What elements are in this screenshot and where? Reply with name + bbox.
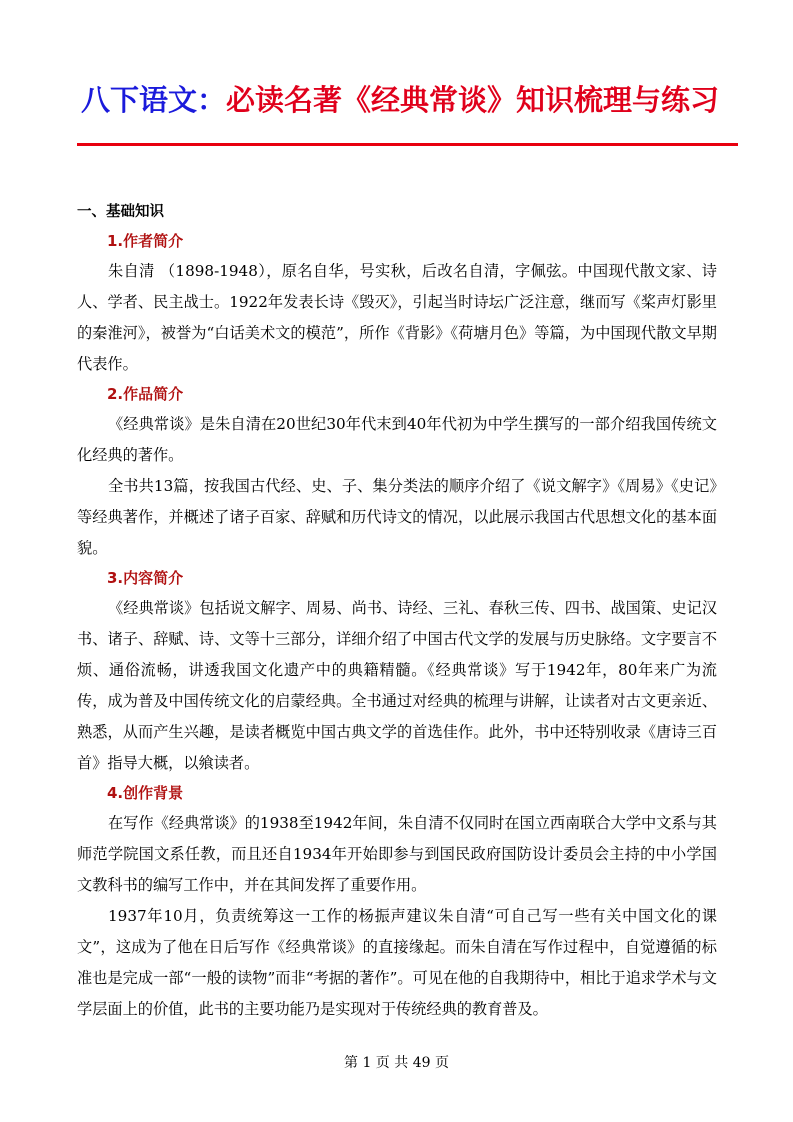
- subheading-content: 3.内容简介: [107, 569, 184, 587]
- paragraph-work-1: 《经典常谈》是朱自清在20世纪30年代末到40年代初为中学生撰写的一部介绍我国传统文化经典的著作。: [77, 415, 717, 464]
- title-main: 必读名著《经典常谈》知识梳理与练习: [226, 83, 720, 117]
- paragraph-author: 朱自清 （1898-1948），原名自华，号实秋，后改名自清，字佩弦。中国现代散文家、诗人、学者、民主战士。1922年发表长诗《毁灭》，引起当时诗坛广泛注意，继而写《桨声灯影里的秦淮河》，被誉为“白话美术文的模范”，所作《背影》《荷塘月色》等篇，为中国现代散文早期代表作。: [77, 262, 717, 373]
- subheading-work: 2.作品简介: [107, 385, 184, 403]
- paragraph-work-2: 全书共13篇，按我国古代经、史、子、集分类法的顺序介绍了《说文解字》《周易》《史记》等经典著作，并概述了诸子百家、辞赋和历代诗文的情况，以此展示我国古代思想文化的基本面貌。: [77, 477, 717, 557]
- paragraph-background-2: 1937年10月，负责统筹这一工作的杨振声建议朱自清“可自己写一些有关中国文化的课文”，这成为了他在日后写作《经典常谈》的直接缘起。而朱自清在写作过程中，自觉遵循的标准也是完成一部“一般的读物”而非“考据的著作”。可见在他的自我期待中，相比于追求学术与文学层面上的价值，此书的主要功能乃是实现对于传统经典的教育普及。: [77, 907, 717, 1018]
- title-divider: [77, 143, 738, 146]
- page-number: 第 1 页 共 49 页: [344, 1055, 449, 1071]
- title-prefix: 八下语文：: [80, 83, 226, 117]
- section-heading-basics: 一、基础知识: [77, 204, 164, 220]
- paragraph-content: 《经典常谈》包括说文解字、周易、尚书、诗经、三礼、春秋三传、四书、战国策、史记汉书、诸子、辞赋、诗、文等十三部分，详细介绍了中国古代文学的发展与历史脉络。文字要言不烦、通俗流畅，讲透我国文化遗产中的典籍精髓。《经典常谈》写于1942年，80年来广为流传，成为普及中国传统文化的启蒙经典。全书通过对经典的梳理与讲解，让读者对古文更亲近、熟悉，从而产生兴趣，是读者概览中国古典文学的首选佳作。此外，书中还特别收录《唐诗三百首》指导大概，以飨读者。: [77, 599, 717, 772]
- subheading-background: 4.创作背景: [107, 784, 184, 802]
- page-title: [60, 78, 740, 122]
- paragraph-background-1: 在写作《经典常谈》的1938至1942年间，朱自清不仅同时在国立西南联合大学中文系与其师范学院国文系任教，而且还自1934年开始即参与到国民政府国防设计委员会主持的中小学国文教科书的编写工作中，并在其间发挥了重要作用。: [77, 814, 717, 894]
- document-body: [77, 198, 717, 1025]
- subheading-author: 1.作者简介: [107, 232, 184, 250]
